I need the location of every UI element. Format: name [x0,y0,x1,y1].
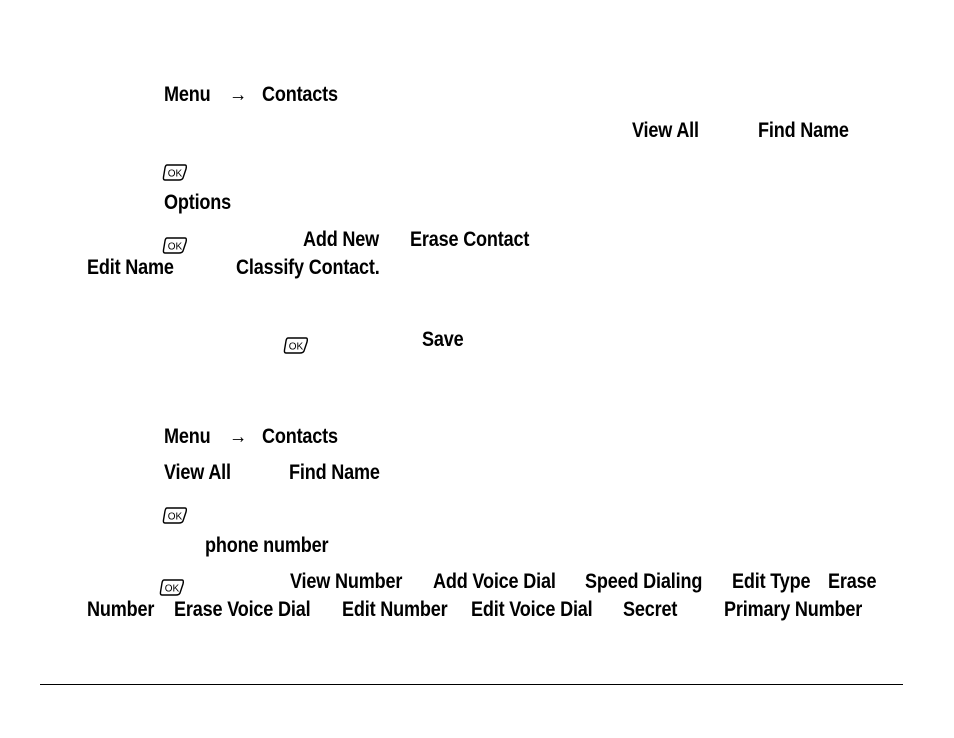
ok-key-icon [283,336,309,354]
add-new-label: Add New [303,228,380,251]
erase-voice-dial-label: Erase Voice Dial [174,598,311,621]
ok-key-icon [162,506,188,524]
edit-type-label: Edit Type [732,570,811,593]
phone-number-label: phone number [205,534,329,557]
contacts-label: Contacts [262,83,338,106]
ok-key-icon [159,578,185,596]
svg-text:OK: OK [164,583,180,595]
erase-label: Erase [828,570,877,593]
ok-key-icon [162,236,188,254]
arrow-icon: → [229,425,247,448]
svg-text:OK: OK [167,511,183,523]
view-all-label: View All [164,461,231,484]
primary-number-label: Primary Number [724,598,863,621]
svg-text:OK: OK [167,168,183,180]
find-name-label: Find Name [289,461,380,484]
svg-text:OK: OK [167,241,183,253]
edit-number-label: Edit Number [342,598,448,621]
menu-label: Menu [164,83,211,106]
footer-rule [40,684,903,685]
view-number-label: View Number [290,570,403,593]
number-label: Number [87,598,155,621]
speed-dialing-label: Speed Dialing [585,570,703,593]
find-name-label: Find Name [758,119,849,142]
classify-contact-label: Classify Contact. [236,256,380,279]
save-label: Save [422,328,464,351]
options-label: Options [164,191,232,214]
edit-voice-dial-label: Edit Voice Dial [471,598,593,621]
ok-key-icon [162,163,188,181]
contacts-label: Contacts [262,425,338,448]
menu-label: Menu [164,425,211,448]
view-all-label: View All [632,119,699,142]
add-voice-dial-label: Add Voice Dial [433,570,556,593]
secret-label: Secret [623,598,678,621]
svg-text:OK: OK [288,341,304,353]
erase-contact-label: Erase Contact [410,228,530,251]
arrow-icon: → [229,83,247,106]
edit-name-label: Edit Name [87,256,174,279]
